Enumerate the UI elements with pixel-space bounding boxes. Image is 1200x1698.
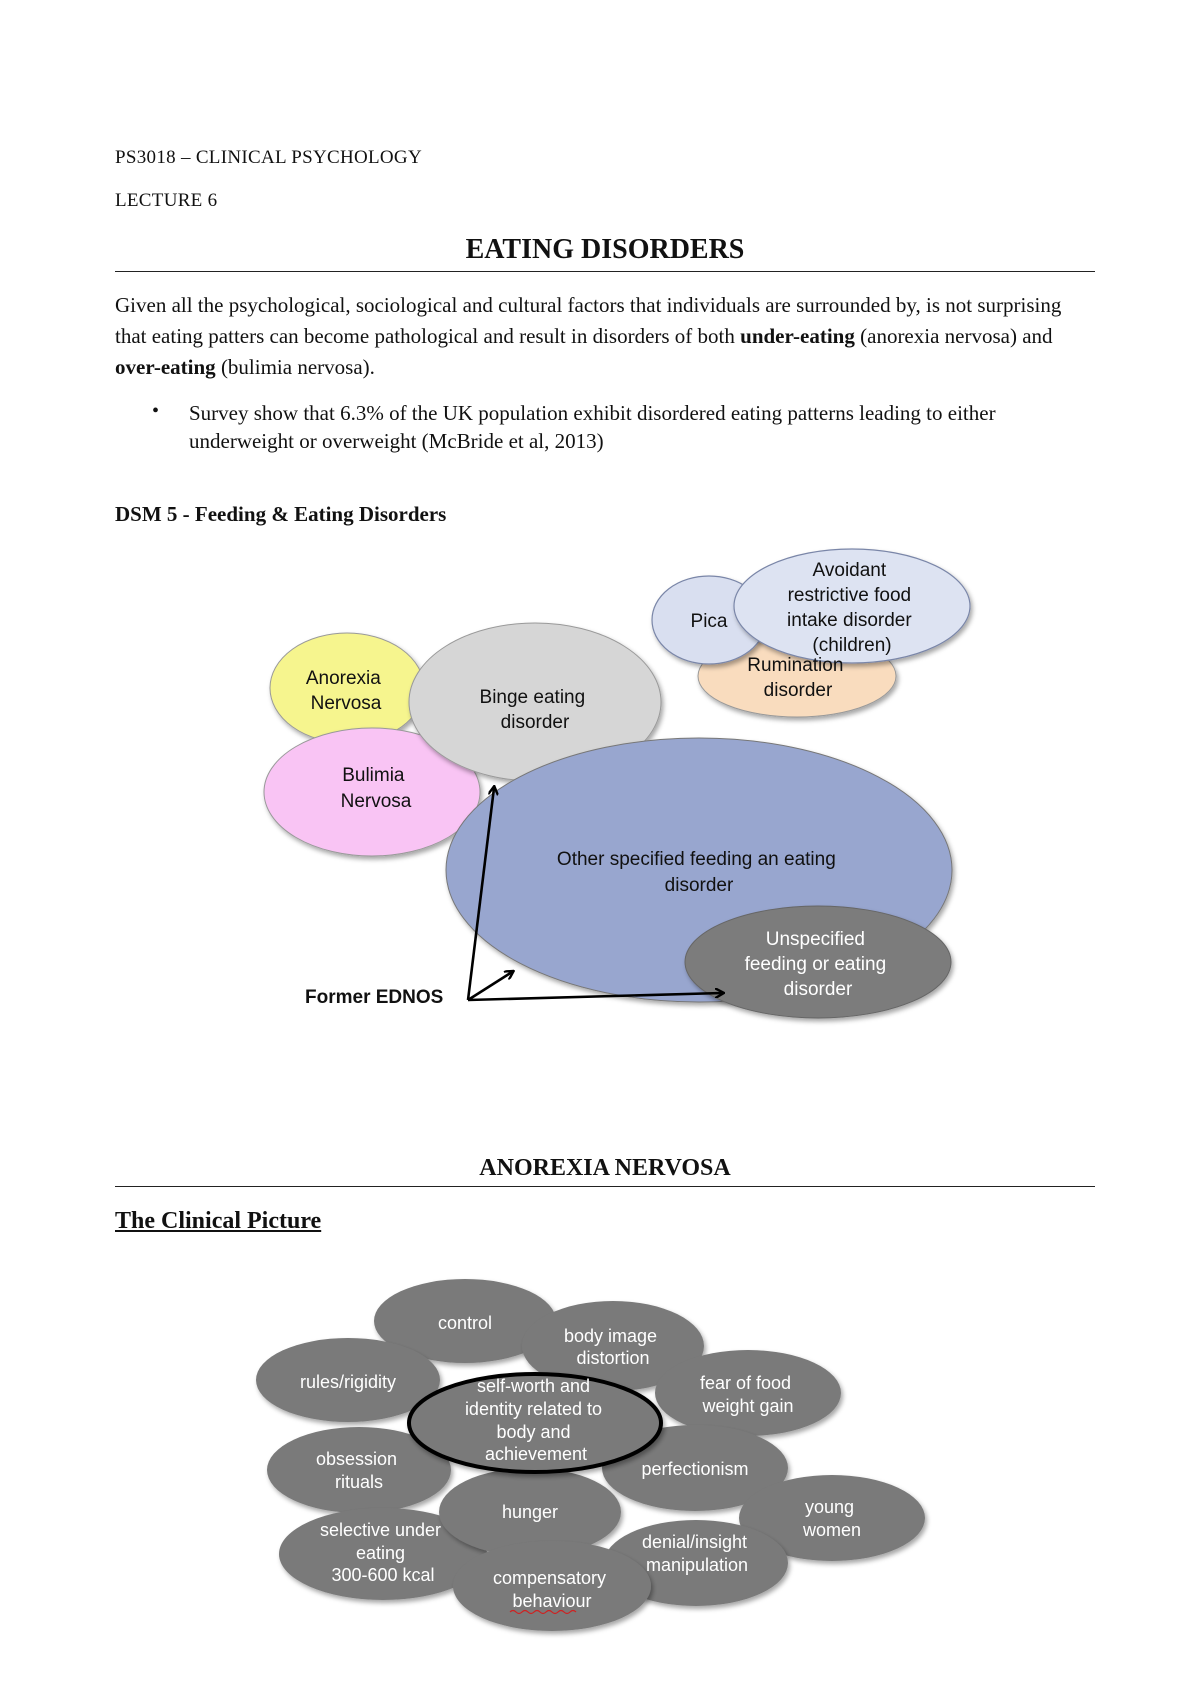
intro-bold-over-eating: over-eating [115, 355, 216, 379]
compensatory-label: compensatory behaviour [492, 1568, 607, 1611]
pica-label: Pica [690, 611, 728, 632]
course-header: PS3018 – CLINICAL PSYCHOLOGY [115, 147, 422, 168]
intro-text-before: Given all the psychological, sociological and cultural factors that individuals are surrounded by, is not surprising that eating patters can become pathological and result in disorders of both [115, 293, 1062, 348]
selective-label: selective under eating 300-600 kcal [319, 1520, 442, 1585]
body-image-label: body image distortion [563, 1326, 658, 1368]
control-label: control [437, 1313, 493, 1333]
dsm-heading: DSM 5 - Feeding & Eating Disorders [115, 502, 447, 526]
former-ednos-label: Former EDNOS [305, 987, 444, 1008]
young-women-label: young women [802, 1497, 862, 1540]
page-title: EATING DISORDERS [465, 234, 745, 265]
perfectionism-label: perfectionism [641, 1459, 749, 1479]
hunger-label: hunger [501, 1502, 559, 1522]
lecture-label: LECTURE 6 [115, 190, 218, 211]
intro-bold-under-eating: under-eating [740, 324, 855, 348]
unspecified-label: Unspecified feeding or eating disorder [744, 929, 887, 1000]
section-title: ANOREXIA NERVOSA [479, 1155, 731, 1181]
rules-label: rules/rigidity [299, 1372, 397, 1392]
section-rule [115, 1186, 1095, 1187]
fear-label: fear of food weight gain [699, 1373, 794, 1416]
clinical-heading: The Clinical Picture [115, 1208, 322, 1234]
avoidant-label: Avoidant restrictive food intake disorder (children) [787, 560, 912, 656]
denial-label: denial/insight manipulation [641, 1532, 749, 1575]
other-specified-label: Other specified feeding an eating disorder [556, 849, 836, 896]
intro-text-middle: (anorexia nervosa) and [854, 324, 1053, 348]
bullet-text: Survey show that 6.3% of the UK population exhibit disordered eating patterns leading to either underweight or overweight (McBride et al, 2013) [189, 401, 996, 453]
rumination-label: Rumination disorder [747, 655, 844, 701]
intro-text-after: (bulimia nervosa). [215, 355, 375, 379]
bubble-fear-of-food [655, 1350, 841, 1436]
bulimia-label: Bulimia Nervosa [340, 765, 412, 812]
arrow-to-other [468, 972, 512, 1000]
binge-label: Binge eating disorder [479, 687, 586, 733]
self-worth-label: self-worth and identity related to body and achievement [464, 1376, 603, 1464]
bullet-icon: • [152, 400, 160, 422]
obsession-label: obsession rituals [315, 1449, 398, 1492]
clinical-diagram [256, 1279, 925, 1631]
anorexia-label: Anorexia Nervosa [305, 668, 382, 714]
